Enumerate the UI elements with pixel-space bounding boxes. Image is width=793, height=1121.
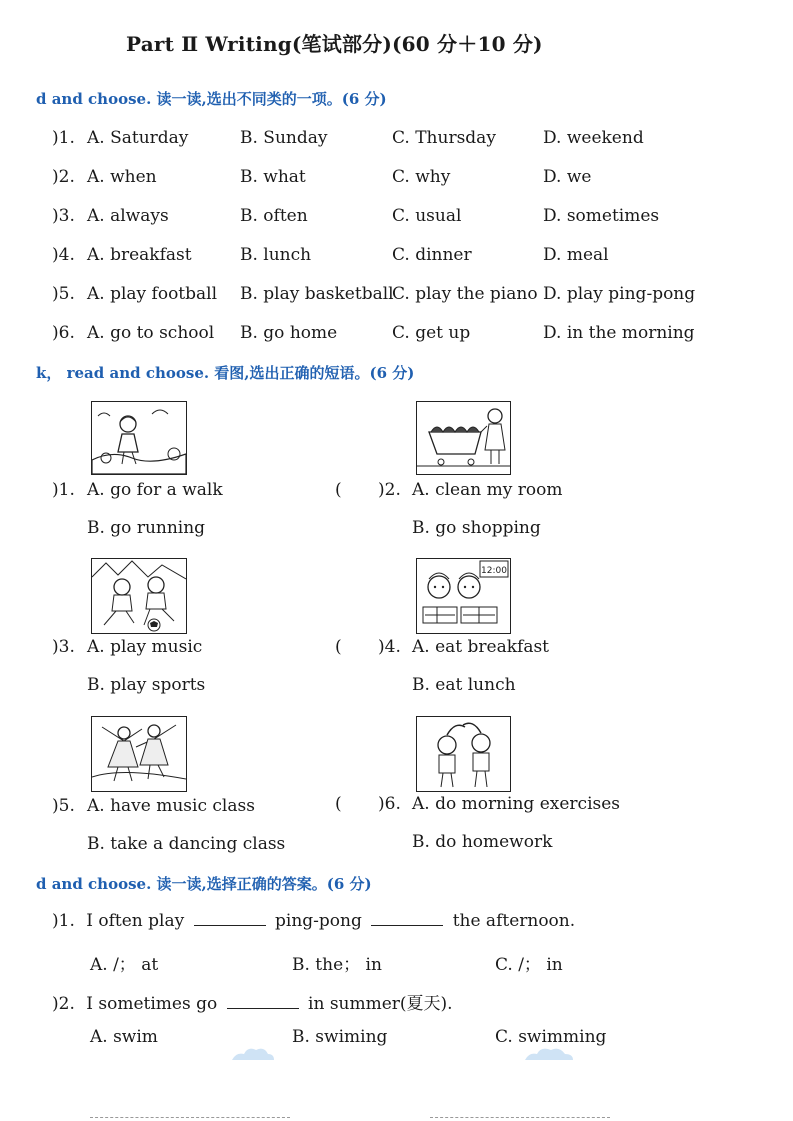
- item-1-option-b[interactable]: B. go running: [87, 518, 206, 538]
- item-6-option-a[interactable]: A. do morning exercises: [412, 794, 621, 814]
- picture-exercise: [416, 716, 511, 792]
- divider: [430, 1117, 610, 1118]
- item-4-option-a[interactable]: A. eat breakfast: [412, 637, 550, 657]
- option-a[interactable]: A. when: [87, 167, 157, 187]
- picture-lunch: [416, 558, 511, 634]
- option-d[interactable]: D. play ping-pong: [543, 284, 696, 304]
- question-number: )3.: [52, 206, 75, 226]
- answer-blank[interactable]: [227, 1007, 299, 1009]
- item-5-option-a[interactable]: A. have music class: [87, 796, 255, 816]
- section3-heading: d and choose. 读一读,选择正确的答案。(6 分): [36, 875, 372, 893]
- page-title: Part Ⅱ Writing(笔试部分)(60 分＋10 分): [126, 32, 543, 56]
- sentence-part: the afternoon.: [452, 911, 576, 931]
- item-5-number: )5.: [52, 796, 75, 816]
- picture-dancing: [91, 716, 187, 792]
- option-a[interactable]: A. play football: [87, 284, 218, 304]
- option-a[interactable]: A. swim: [90, 1027, 158, 1047]
- option-b[interactable]: B. the； in: [292, 955, 382, 975]
- option-d[interactable]: D. weekend: [543, 128, 644, 148]
- option-b[interactable]: B. often: [240, 206, 308, 226]
- option-a[interactable]: A. go to school: [87, 323, 215, 343]
- item-5-option-b[interactable]: B. take a dancing class: [87, 834, 286, 854]
- divider: [90, 1117, 290, 1118]
- question-number: )6.: [52, 323, 75, 343]
- question-number: )5.: [52, 284, 75, 304]
- picture-walk: [91, 401, 187, 475]
- option-c[interactable]: C. /； in: [495, 955, 563, 975]
- item-1-number: )1.: [52, 480, 75, 500]
- item-6-number: )6.: [378, 794, 401, 814]
- option-d[interactable]: D. in the morning: [543, 323, 695, 343]
- option-b[interactable]: B. swiming: [292, 1027, 388, 1047]
- clock-time: 12:00: [481, 566, 507, 576]
- option-a[interactable]: A. breakfast: [87, 245, 192, 265]
- option-b[interactable]: B. Sunday: [240, 128, 328, 148]
- option-b[interactable]: B. lunch: [240, 245, 312, 265]
- option-a[interactable]: A. /； at: [90, 955, 159, 975]
- sentence-part: I often play: [86, 911, 185, 931]
- option-c[interactable]: C. Thursday: [392, 128, 496, 148]
- option-b[interactable]: B. go home: [240, 323, 338, 343]
- question-number: )4.: [52, 245, 75, 265]
- answer-paren[interactable]: (: [335, 480, 342, 500]
- option-d[interactable]: D. we: [543, 167, 592, 187]
- item-3-option-a[interactable]: A. play music: [87, 637, 203, 657]
- question-number: )1.: [52, 911, 75, 931]
- option-d[interactable]: D. sometimes: [543, 206, 660, 226]
- answer-paren[interactable]: (: [335, 637, 342, 657]
- question-number: )2.: [52, 994, 75, 1014]
- answer-paren[interactable]: (: [335, 794, 342, 814]
- picture-sports: [91, 558, 187, 634]
- item-6-option-b[interactable]: B. do homework: [412, 832, 553, 852]
- section2-heading: k， read and choose. 看图,选出正确的短语。(6 分): [36, 364, 415, 382]
- item-2-option-a[interactable]: A. clean my room: [412, 480, 563, 500]
- question-number: )2.: [52, 167, 75, 187]
- section3-question-1: [52, 911, 575, 931]
- item-3-option-b[interactable]: B. play sports: [87, 675, 206, 695]
- option-c[interactable]: C. swimming: [495, 1027, 607, 1047]
- option-c[interactable]: C. why: [392, 167, 451, 187]
- question-number: )1.: [52, 128, 75, 148]
- section1-heading: d and choose. 读一读,选出不同类的一项。(6 分): [36, 90, 387, 108]
- answer-blank[interactable]: [194, 924, 266, 926]
- sentence-part: in summer(夏天).: [308, 994, 453, 1014]
- cloud-icon: [523, 1044, 575, 1062]
- option-c[interactable]: C. get up: [392, 323, 471, 343]
- sentence-part: ping-pong: [275, 911, 362, 931]
- option-c[interactable]: C. usual: [392, 206, 462, 226]
- item-4-number: )4.: [378, 637, 401, 657]
- item-2-option-b[interactable]: B. go shopping: [412, 518, 541, 538]
- option-d[interactable]: D. meal: [543, 245, 609, 265]
- cloud-icon: [230, 1044, 276, 1062]
- sentence-part: I sometimes go: [86, 994, 218, 1014]
- item-1-option-a[interactable]: A. go for a walk: [87, 480, 223, 500]
- item-2-number: )2.: [378, 480, 401, 500]
- option-c[interactable]: C. play the piano: [392, 284, 538, 304]
- section3-question-2: [52, 989, 453, 1014]
- option-b[interactable]: B. play basketball: [240, 284, 394, 304]
- option-a[interactable]: A. Saturday: [87, 128, 189, 148]
- option-b[interactable]: B. what: [240, 167, 306, 187]
- option-c[interactable]: C. dinner: [392, 245, 472, 265]
- item-4-option-b[interactable]: B. eat lunch: [412, 675, 516, 695]
- picture-shopping: [416, 401, 511, 475]
- item-3-number: )3.: [52, 637, 75, 657]
- option-a[interactable]: A. always: [87, 206, 169, 226]
- answer-blank[interactable]: [371, 924, 443, 926]
